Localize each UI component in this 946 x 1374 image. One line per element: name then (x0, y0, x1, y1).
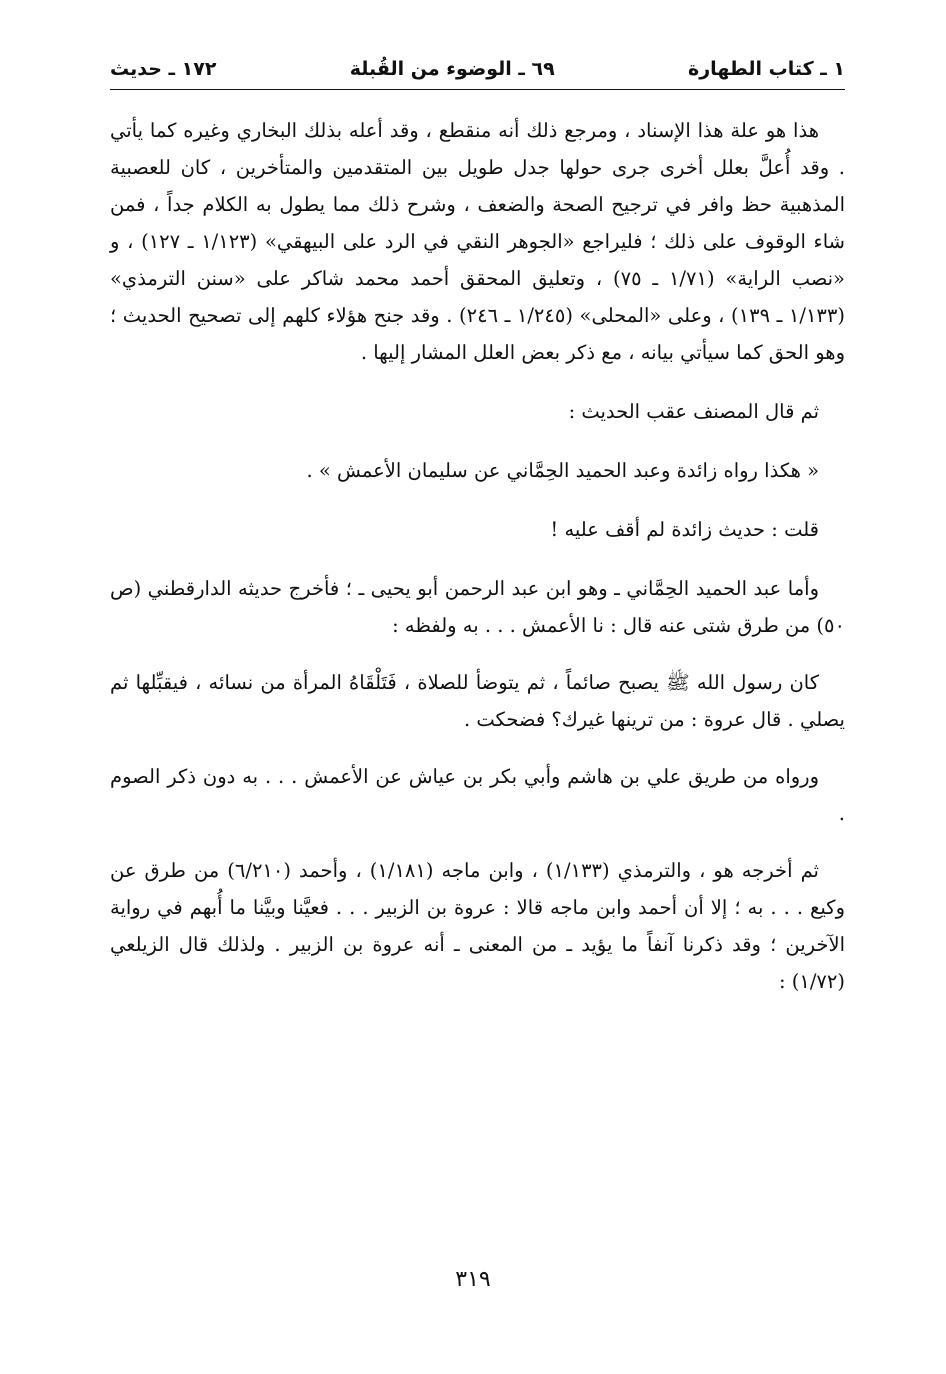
header-hadith-number: ١٧٢ ـ حديث (110, 58, 217, 80)
header-chapter-title: ٦٩ ـ الوضوء من القُبلة (349, 58, 555, 80)
body-paragraph-2: ثم قال المصنف عقب الحديث : (568, 400, 819, 423)
body-paragraph-5: وأما عبد الحميد الحِمَّاني ـ وهو ابن عبد الرحمن أبو يحيى ـ ؛ فأخرج حديثه الدارقطني (ص ٥٠) من طرق شتى عنه قال : نا الأعمش . . . به ولفظه : (110, 577, 845, 637)
page-number: ٣١٩ (455, 1267, 491, 1292)
body-paragraph-7: ورواه من طريق علي بن هاشم وأبي بكر بن عياش عن الأعمش . . . به دون ذكر الصوم . (110, 765, 845, 825)
body-paragraph-8: ثم أخرجه هو ، والترمذي (١/١٣٣) ، وابن ماجه (١/١٨١) ، وأحمد (٦/٢١٠) من طرق عن وكيع . . . به ؛ إلا أن أحمد وابن ماجه قالا : عروة بن الزبير . . . فعيَّنا وبيَّنا ما أُبهم في رواية الآخرين ؛ وقد ذكرنا آنفاً ما يؤيد ـ من المعنى ـ أنه عروة بن الزبير . ولذلك قال الزيلعي (١/٧٢) : (110, 859, 845, 993)
body-paragraph-4: قلت : حديث زائدة لم أقف عليه ! (550, 518, 819, 541)
page-body (110, 112, 845, 1000)
body-paragraph-3: « هكذا رواه زائدة وعبد الحميد الحِمَّاني عن سليمان الأعمش » . (306, 459, 819, 482)
header-book-title: ١ ـ كتاب الطهارة (688, 58, 845, 80)
body-paragraph-6: كان رسول الله ﷺ يصبح صائماً ، ثم يتوضأ للصلاة ، فَتَلْقَاهُ المرأة من نسائه ، فيقبِّلها ثم يصلي . قال عروة : من ترينها غيرك؟ فضحكت . (110, 671, 845, 731)
body-paragraph-1: هذا هو علة هذا الإسناد ، ومرجع ذلك أنه منقطع ، وقد أعله بذلك البخاري وغيره كما يأتي . وقد أُعلَّ بعلل أخرى جرى حولها جدل طويل بين المتقدمين والمتأخرين ، كان للعصبية المذهبية حظ وافر في ترجيح الصحة والضعف ، وشرح ذلك مما يطول به الكلام جداً ، فمن شاء الوقوف على ذلك ؛ فليراجع «الجوهر النقي في الرد على البيهقي» (١/١٢٣ ـ ١٢٧) ، و «نصب الراية» (١/٧١ ـ ٧٥) ، وتعليق المحقق أحمد محمد شاكر على «سنن الترمذي» (١/١٣٣ ـ ١٣٩) ، وعلى «المحلى» (١/٢٤٥ ـ ٢٤٦) . وقد جنح هؤلاء كلهم إلى تصحيح الحديث ؛ وهو الحق كما سيأتي بيانه ، مع ذكر بعض العلل المشار إليها . (110, 119, 846, 364)
running-header (110, 55, 845, 90)
document-page (110, 55, 845, 1020)
